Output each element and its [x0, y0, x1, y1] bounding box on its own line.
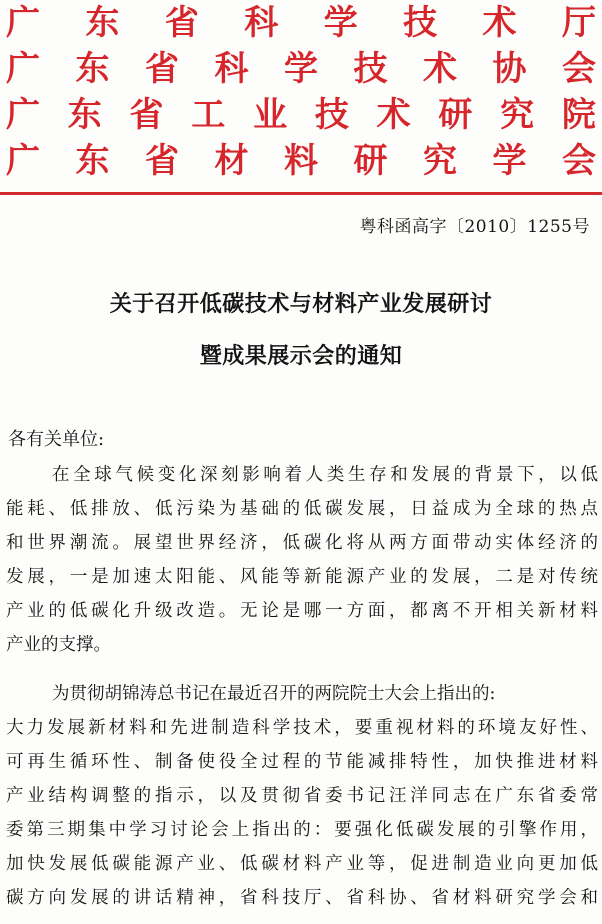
org-char: 东 [85, 3, 120, 43]
org-char: 会 [562, 141, 596, 181]
org-char: 省 [145, 49, 179, 89]
org-char: 东 [75, 49, 110, 89]
org-char: 术 [376, 95, 411, 135]
org-char: 广 [6, 49, 40, 89]
org-char: 东 [75, 141, 110, 181]
org-char: 业 [253, 95, 288, 135]
org-char: 厅 [561, 3, 596, 43]
paragraph-line: 产业的支撑。 [6, 635, 111, 655]
paragraph-line: 和世界潮流。展望世界经济，低碳化将从两方面带动实体经济的 [6, 533, 598, 553]
org-char: 院 [561, 95, 596, 135]
paragraph-line: 能耗、低排放、低污染为基础的低碳发展，日益成为全球的热点 [6, 499, 598, 519]
org-name-science-technology-department [6, 0, 596, 46]
org-char: 究 [423, 141, 457, 181]
org-char: 料 [284, 141, 318, 181]
document-number: 粤科函高字〔2010〕1255号 [359, 217, 590, 237]
org-char: 省 [145, 141, 179, 181]
org-char: 科 [244, 3, 279, 43]
paragraph-line: 产业的低碳化升级改造。无论是哪一方面，都离不开相关新材料 [6, 601, 598, 621]
org-char: 学 [284, 49, 318, 89]
org-char: 省 [129, 95, 164, 135]
paragraph-line: 加快发展低碳能源产业、低碳材料产业等，促进制造业向更加低 [6, 854, 598, 874]
salutation: 各有关单位: [8, 429, 105, 450]
body-paragraph-1 [6, 458, 598, 662]
letterhead-red-divider [0, 192, 602, 195]
paragraph-line: 委第三期集中学习讨论会上指出的：要强化低碳发展的引擎作用， [6, 820, 598, 840]
org-char: 技 [403, 3, 438, 43]
paragraph-line: 产业结构调整的指示，以及贯彻省委书记汪洋同志在广东省委常 [6, 786, 598, 806]
org-char: 广 [6, 95, 40, 135]
document-title-line-2: 暨成果展示会的通知 [199, 343, 403, 369]
org-name-materials-research-society [6, 138, 596, 184]
paragraph-line: 可再生循环性、制备使役全过程的节能减排特性，加快推进材料 [6, 752, 598, 772]
org-char: 东 [67, 95, 102, 135]
paragraph-line: 发展，一是加速太阳能、风能等新能源产业的发展，二是对传统 [6, 567, 598, 587]
org-char: 材 [214, 141, 249, 181]
org-char: 协 [492, 49, 527, 89]
org-char: 会 [562, 49, 596, 89]
letterhead [6, 0, 596, 184]
org-name-industrial-technology-institute [6, 92, 596, 138]
org-char: 术 [482, 3, 517, 43]
document-title-line-1: 关于召开低碳技术与材料产业发展研讨 [109, 291, 493, 317]
org-char: 学 [323, 3, 358, 43]
org-char: 究 [500, 95, 535, 135]
org-char: 技 [353, 49, 388, 89]
org-char: 研 [438, 95, 473, 135]
paragraph-line: 为贯彻胡锦涛总书记在最近召开的两院院士大会上指出的: [52, 684, 496, 704]
paragraph-line: 在全球气候变化深刻影响着人类生存和发展的背景下，以低 [52, 465, 598, 485]
paragraph-line: 大力发展新材料和先进制造科学技术，要重视材料的环境友好性、 [6, 718, 598, 738]
org-char: 工 [191, 95, 226, 135]
org-char: 科 [214, 49, 249, 89]
org-char: 研 [353, 141, 388, 181]
org-char: 技 [314, 95, 349, 135]
org-char: 学 [492, 141, 527, 181]
body-paragraph-2 [6, 677, 598, 915]
org-name-science-technology-association [6, 46, 596, 92]
org-char: 广 [6, 3, 40, 43]
org-char: 省 [164, 3, 199, 43]
org-char: 广 [6, 141, 40, 181]
paragraph-line: 碳方向发展的讲话精神，省科技厅、省科协、省材料研究学会和 [6, 888, 598, 908]
org-char: 术 [423, 49, 457, 89]
